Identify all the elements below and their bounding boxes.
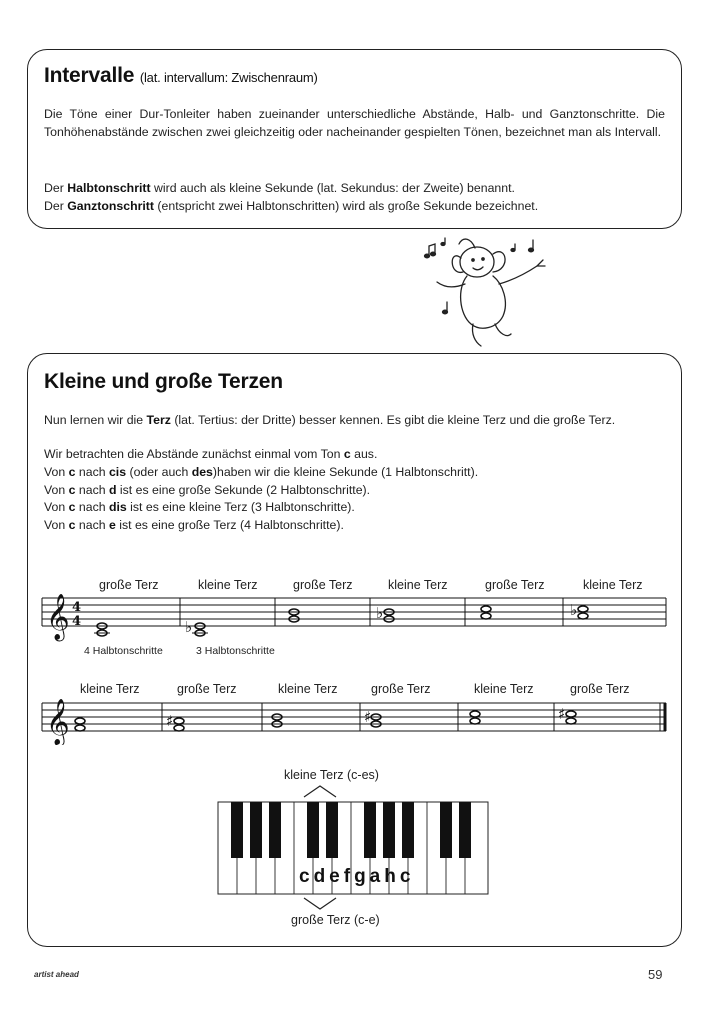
- staff2-label-5: kleine Terz: [474, 682, 534, 696]
- sharp-icon: ♯: [166, 712, 174, 730]
- bracket-bottom: [300, 896, 350, 912]
- staff-2: [40, 697, 670, 745]
- terz-line-4: Von c nach dis ist es eine kleine Terz (3 Halbtonschritte).: [44, 500, 355, 514]
- intervalle-subtitle: (lat. intervallum: Zwischenraum): [139, 70, 318, 85]
- flat-icon: ♭: [376, 604, 384, 622]
- time-signature-denominator: 4: [72, 614, 82, 629]
- staff2-label-3: kleine Terz: [278, 682, 338, 696]
- staff1-label-4: kleine Terz: [388, 578, 448, 592]
- sharp-icon: ♯: [558, 705, 566, 723]
- keyboard-top-label: kleine Terz (c-es): [284, 768, 379, 782]
- staff2-label-6: große Terz: [570, 682, 630, 696]
- terz-line-1: Wir betrachten die Abstände zunächst einmal vom Ton c aus.: [44, 447, 378, 461]
- staff1-label-5: große Terz: [485, 578, 545, 592]
- page-number: 59: [648, 967, 663, 982]
- terz-intro: Nun lernen wir die Terz (lat. Tertius: der Dritte) besser kennen. Es gibt die kleine Terz und die große Terz.: [44, 413, 616, 427]
- staff1-label-1: große Terz: [99, 578, 159, 592]
- halbtonschritte-4-label: 4 Halbtonschritte: [84, 645, 163, 657]
- keyboard-bottom-label: große Terz (c-e): [291, 913, 380, 927]
- sharp-icon: ♯: [364, 708, 372, 726]
- treble-clef-icon: 𝄞: [46, 699, 70, 745]
- keyboard-key-letters: cdefgahc: [299, 866, 415, 887]
- flat-icon: ♭: [185, 618, 193, 636]
- staff1-label-6: kleine Terz: [583, 578, 643, 592]
- halbton-line: Der Halbtonschritt wird auch als kleine Sekunde (lat. Sekundus: der Zweite) benannt.: [44, 181, 515, 195]
- flat-icon: ♭: [570, 601, 578, 619]
- bracket-top: [300, 783, 350, 799]
- intervalle-heading: [44, 64, 318, 88]
- terzen-title: Kleine und große Terzen: [44, 370, 283, 393]
- dancing-elephant-illustration: [415, 236, 555, 356]
- staff2-label-4: große Terz: [371, 682, 431, 696]
- halbtonschritte-3-label: 3 Halbtonschritte: [196, 645, 275, 657]
- time-signature-numerator: 4: [72, 600, 82, 615]
- staff2-label-2: große Terz: [177, 682, 237, 696]
- terz-line-2: Von c nach cis (oder auch des)haben wir die kleine Sekunde (1 Halbtonschritt).: [44, 465, 479, 479]
- intervalle-paragraph: [44, 106, 665, 141]
- terz-line-5: Von c nach e ist es eine große Terz (4 Halbtonschritte).: [44, 518, 344, 532]
- staff1-label-3: große Terz: [293, 578, 353, 592]
- ganzton-line: Der Ganztonschritt (entspricht zwei Halbtonschritten) wird als große Sekunde bezeichnet.: [44, 199, 539, 213]
- intervalle-title: Intervalle: [44, 64, 135, 87]
- staff-1: [40, 592, 670, 648]
- staff2-label-1: kleine Terz: [80, 682, 140, 696]
- terz-line-3: Von c nach d ist es eine große Sekunde (2 Halbtonschritte).: [44, 483, 371, 497]
- staff1-label-2: kleine Terz: [198, 578, 258, 592]
- treble-clef-icon: 𝄞: [46, 594, 70, 640]
- publisher-logo: artist ahead: [34, 970, 79, 979]
- intervalle-text: Die Töne einer Dur-Tonleiter haben zueinander unterschiedliche Abstände, Halb- und Ganztonschritte. Die Tonhöhenabstände zwischen zwei gleichzeitig oder nacheinander gespielten Tönen, bezeichnet man als Intervall.: [44, 107, 665, 139]
